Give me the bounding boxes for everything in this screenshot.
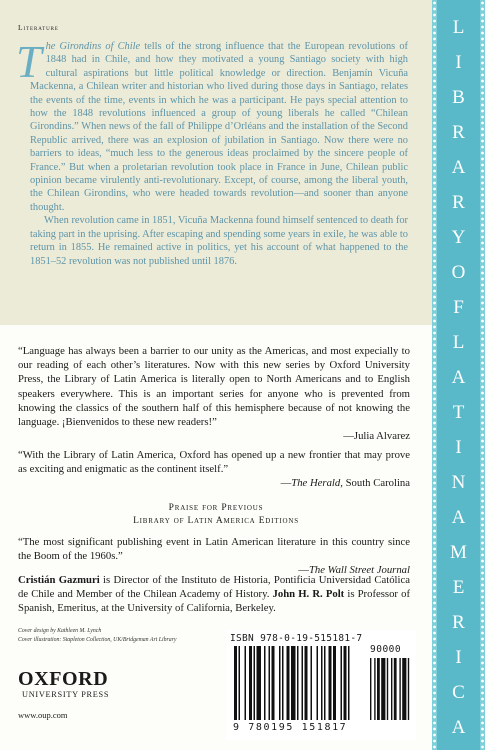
addon-barcode-bar [374, 658, 375, 720]
description-panel [0, 0, 432, 325]
author-bio [18, 573, 410, 616]
addon-barcode-bar [402, 658, 406, 720]
price-code: 90000 [370, 644, 402, 655]
spine-letter: T [452, 402, 465, 423]
addon-barcode-bar [387, 658, 388, 720]
barcode-bar [282, 646, 284, 720]
spine-letter: Y [451, 227, 466, 248]
barcode-bar [324, 646, 326, 720]
barcode-bar [302, 646, 304, 720]
addon-barcode-bar [391, 658, 392, 720]
quote-attribution [18, 476, 410, 490]
barcode-bar [297, 646, 299, 720]
barcode-bar [249, 646, 252, 720]
barcode-bar [321, 646, 323, 720]
quote-text: “Language has always been a barrier to our unity as the Americas, and most expecially to our reading of each other’s literatures. Now with this new series by Oxford University Press, the Library of Latin America is literally open to North Americans and to English speakers everywhere. This is an important series for anyone who is prevented from knowing the classics of the southern half of this hemisphere because of not knowing the language. ¡Bienvenidos to these new readers!” [18, 345, 410, 429]
spine-letter: A [451, 717, 466, 738]
praise-heading [0, 502, 432, 528]
barcode-bar [291, 646, 296, 720]
spine-letter: N [451, 472, 466, 493]
barcode-bar [272, 646, 275, 720]
spine-letter: I [455, 52, 462, 73]
isbn-label: ISBN 978-0-19-515181-7 [230, 633, 363, 644]
spine-letter: A [451, 367, 466, 388]
bio-text-polt: is Professor of Spanish, Emeritus, at the University of California, Berkeley. [18, 588, 410, 615]
spine-letter: A [451, 157, 466, 178]
quote-text: “With the Library of Latin America, Oxford has opened up a new frontier that may prove as exciting and enigmatic as the continent itself.” [18, 449, 410, 476]
praise-heading-line1: Praise for Previous [168, 503, 264, 513]
description-paragraph-2: When revolution came in 1851, Vicuña Mackenna found himself sentenced to death for taking part in the uprising. After escaping and spending some years in exile, he was able to return in 1855. He remained active in politics, yet his account of what happened to the 1851–52 revolution was not published until 1876. [30, 215, 408, 267]
cover-design-credit: Cover design by Kathleen M. Lynch [18, 628, 102, 634]
attribution-source: The Herald [291, 477, 341, 490]
book-description [16, 36, 408, 268]
publisher-press-name: UNIVERSITY PRESS [22, 690, 110, 699]
barcode-bar [317, 646, 319, 720]
barcode-bar [264, 646, 266, 720]
cover-illustration-credit: Cover illustration: Stapleton Collection, UK/Bridgeman Art Library [18, 636, 177, 643]
bio-text-gazmuri: is Director of the Instituto de Historia, Pontificia Universidad Católica de Chile and Member of the Chilean Academy of History. [18, 574, 410, 601]
attribution-dash: — [298, 564, 309, 577]
addon-barcode-bar [370, 658, 371, 720]
endorsement-quote-wsj [18, 535, 410, 578]
barcode-bar [234, 646, 237, 720]
praise-heading-line2: Library of Latin America Editions [133, 516, 299, 526]
barcode-bar [245, 646, 247, 720]
quote-attribution: —Julia Alvarez [343, 430, 410, 443]
spine-band [432, 0, 485, 750]
spine-letter: R [452, 122, 465, 143]
barcode-bar [329, 646, 332, 720]
addon-barcode-bar [408, 658, 409, 720]
series-title-vertical [437, 18, 480, 738]
addon-barcode-bar [381, 658, 385, 720]
spine-letter: R [452, 612, 465, 633]
attribution-source: The Wall Street Journal [308, 564, 410, 577]
cover-credits [18, 627, 228, 644]
endorsement-quote-herald [18, 448, 410, 491]
barcode-bar [287, 646, 290, 720]
barcode-bar [348, 646, 350, 720]
attribution-suffix: , South Carolina [340, 477, 410, 490]
drop-cap: T [16, 36, 42, 87]
barcode-bar [257, 646, 262, 720]
translator-name-polt: John H. R. Polt [272, 588, 345, 601]
spine-letter: A [451, 507, 466, 528]
barcode-bar [239, 646, 241, 720]
spine-letter: R [452, 192, 465, 213]
spine-letter: F [453, 297, 464, 318]
addon-barcode-bar [377, 658, 380, 720]
publisher-logo: OXFORD [18, 668, 109, 690]
barcode-bar [254, 646, 256, 720]
spine-letter: E [452, 577, 465, 598]
spine-dotted-border-right [480, 0, 485, 750]
quote-text: “The most significant publishing event in Latin American literature in this country since the Boom of the 1960s.” [18, 536, 410, 563]
spine-letter: O [451, 262, 466, 283]
addon-barcode-bar [399, 658, 400, 720]
description-paragraph-1 [16, 36, 408, 214]
barcode-bar [311, 646, 313, 720]
spine-letter: L [452, 17, 465, 38]
spine-letter: B [452, 87, 465, 108]
barcode-bar [341, 646, 343, 720]
author-name-gazmuri: Cristián Gazmuri [18, 574, 100, 586]
attribution-dash: — [280, 477, 292, 490]
addon-barcode-bar [394, 658, 397, 720]
barcode-bar [305, 646, 308, 720]
book-title-inline: he Girondins of Chile [45, 41, 141, 52]
spine-letter: M [450, 542, 467, 563]
barcode-bar [279, 646, 281, 720]
publisher-url: www.oup.com [18, 710, 68, 720]
ean-digits: 9 780195 151817 [233, 722, 348, 733]
barcode-icon [230, 646, 412, 722]
category-label: Literature [18, 23, 59, 32]
spine-letter: I [455, 647, 462, 668]
barcode-bar [333, 646, 336, 720]
barcode-bar [344, 646, 347, 720]
spine-letter: L [452, 332, 465, 353]
spine-letter: C [452, 682, 465, 703]
description-text-1: tells of the strong influence that the European revolutions of 1848 had in Chile, and how they motivated a young Santiago society with high cultural aspirations but little political knowledge or direction. Benjamín Vicuña Mackenna, a Chilean writer and historian who lived during those days in Santiago, relates the events of the time, events in which he was a participant. He pays special attention to how the 1848 revolutions influenced a group of young liberals he called “Chilean Girondins.” When news of the fall of Philippe d’Orléans and the installation of the Second Republic arrived, there was an explosion of jubilation in Santiago. Now there were no barriers to ideas, “much less to the generous ideas proclaimed by the sincere people of France.” But when a proletarian revolution took place in France in June, Chilean public opinion became virulently anti-revolutionary. Except, of course, among the liberal youth, the Chilean Girondins, who were headed towards revolution—and sooner than anyone thought. [30, 41, 408, 213]
barcode-bar [269, 646, 271, 720]
spine-letter: I [455, 437, 462, 458]
endorsement-quote-alvarez [18, 344, 410, 443]
